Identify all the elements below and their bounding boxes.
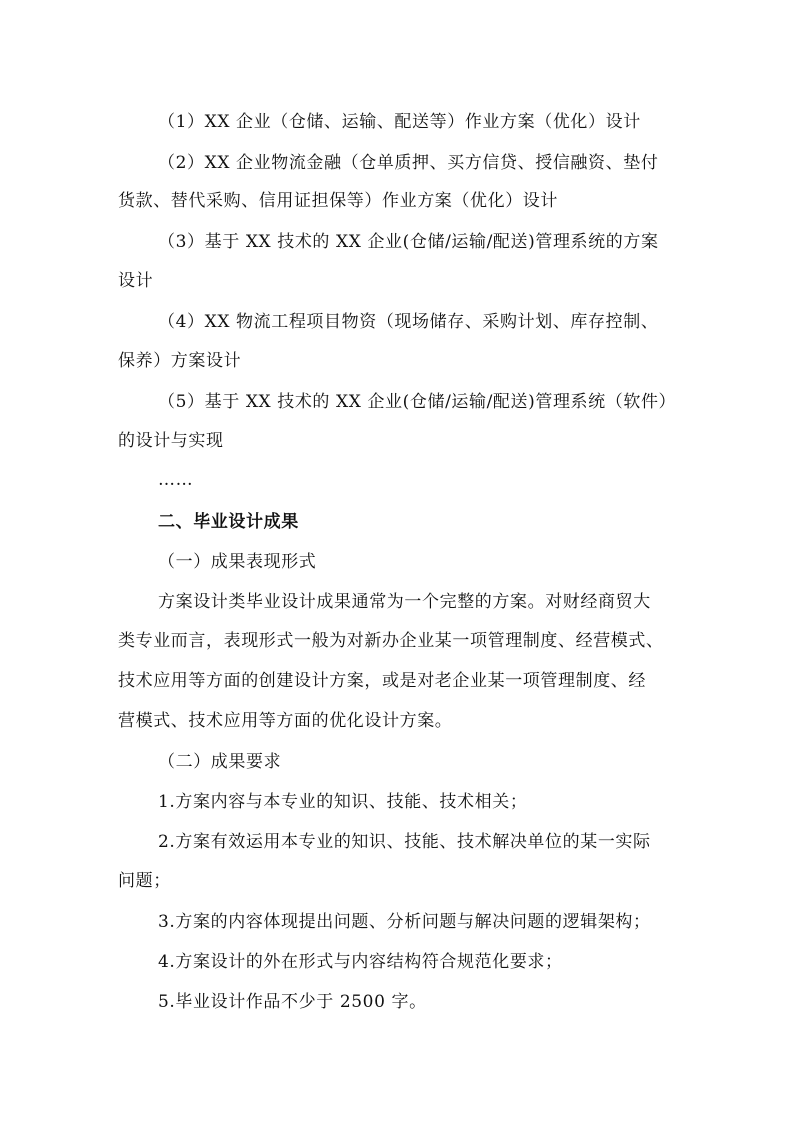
item-5-line-2: 的设计与实现 xyxy=(118,431,224,451)
requirement-2-line-2: 问题； xyxy=(118,871,171,891)
paragraph-line-4: 营模式、技术应用等方面的优化设计方案。 xyxy=(118,711,453,731)
paragraph-line-3: 技术应用等方面的创建设计方案，或是对老企业某一项管理制度、经 xyxy=(118,671,646,691)
subsection-heading-2: （二）成果要求 xyxy=(158,752,282,772)
item-3-line-2: 设计 xyxy=(118,271,154,291)
ellipsis: …… xyxy=(158,470,194,490)
item-5-line-1: （5）基于 XX 技术的 XX 企业(仓储/运输/配送)管理系统（软件） xyxy=(158,392,677,412)
requirement-1: 1.方案内容与本专业的知识、技能、技术相关； xyxy=(158,792,528,812)
item-1: （1）XX 企业（仓储、运输、配送等）作业方案（优化）设计 xyxy=(158,112,641,132)
item-3-line-1: （3）基于 XX 技术的 XX 企业(仓储/运输/配送)管理系统的方案 xyxy=(158,232,659,252)
item-2-line-1: （2）XX 企业物流金融（仓单质押、买方信贷、授信融资、垫付 xyxy=(158,153,659,173)
requirement-5: 5.毕业设计作品不少于 2500 字。 xyxy=(158,992,427,1012)
subsection-heading-1: （一）成果表现形式 xyxy=(158,552,317,572)
item-4-line-2: 保养）方案设计 xyxy=(118,351,242,371)
paragraph-line-2: 类专业而言，表现形式一般为对新办企业某一项管理制度、经营模式、 xyxy=(118,631,664,651)
section-heading: 二、毕业设计成果 xyxy=(158,512,299,532)
requirement-4: 4.方案设计的外在形式与内容结构符合规范化要求； xyxy=(158,952,563,972)
item-2-line-2: 货款、替代采购、信用证担保等）作业方案（优化）设计 xyxy=(118,191,558,211)
requirement-3: 3.方案的内容体现提出问题、分析问题与解决问题的逻辑架构； xyxy=(158,912,651,932)
item-4-line-1: （4）XX 物流工程项目物资（现场储存、采购计划、库存控制、 xyxy=(158,312,659,332)
requirement-2-line-1: 2.方案有效运用本专业的知识、技能、技术解决单位的某一实际 xyxy=(158,832,651,852)
paragraph-line-1: 方案设计类毕业设计成果通常为一个完整的方案。对财经商贸大 xyxy=(158,592,651,612)
